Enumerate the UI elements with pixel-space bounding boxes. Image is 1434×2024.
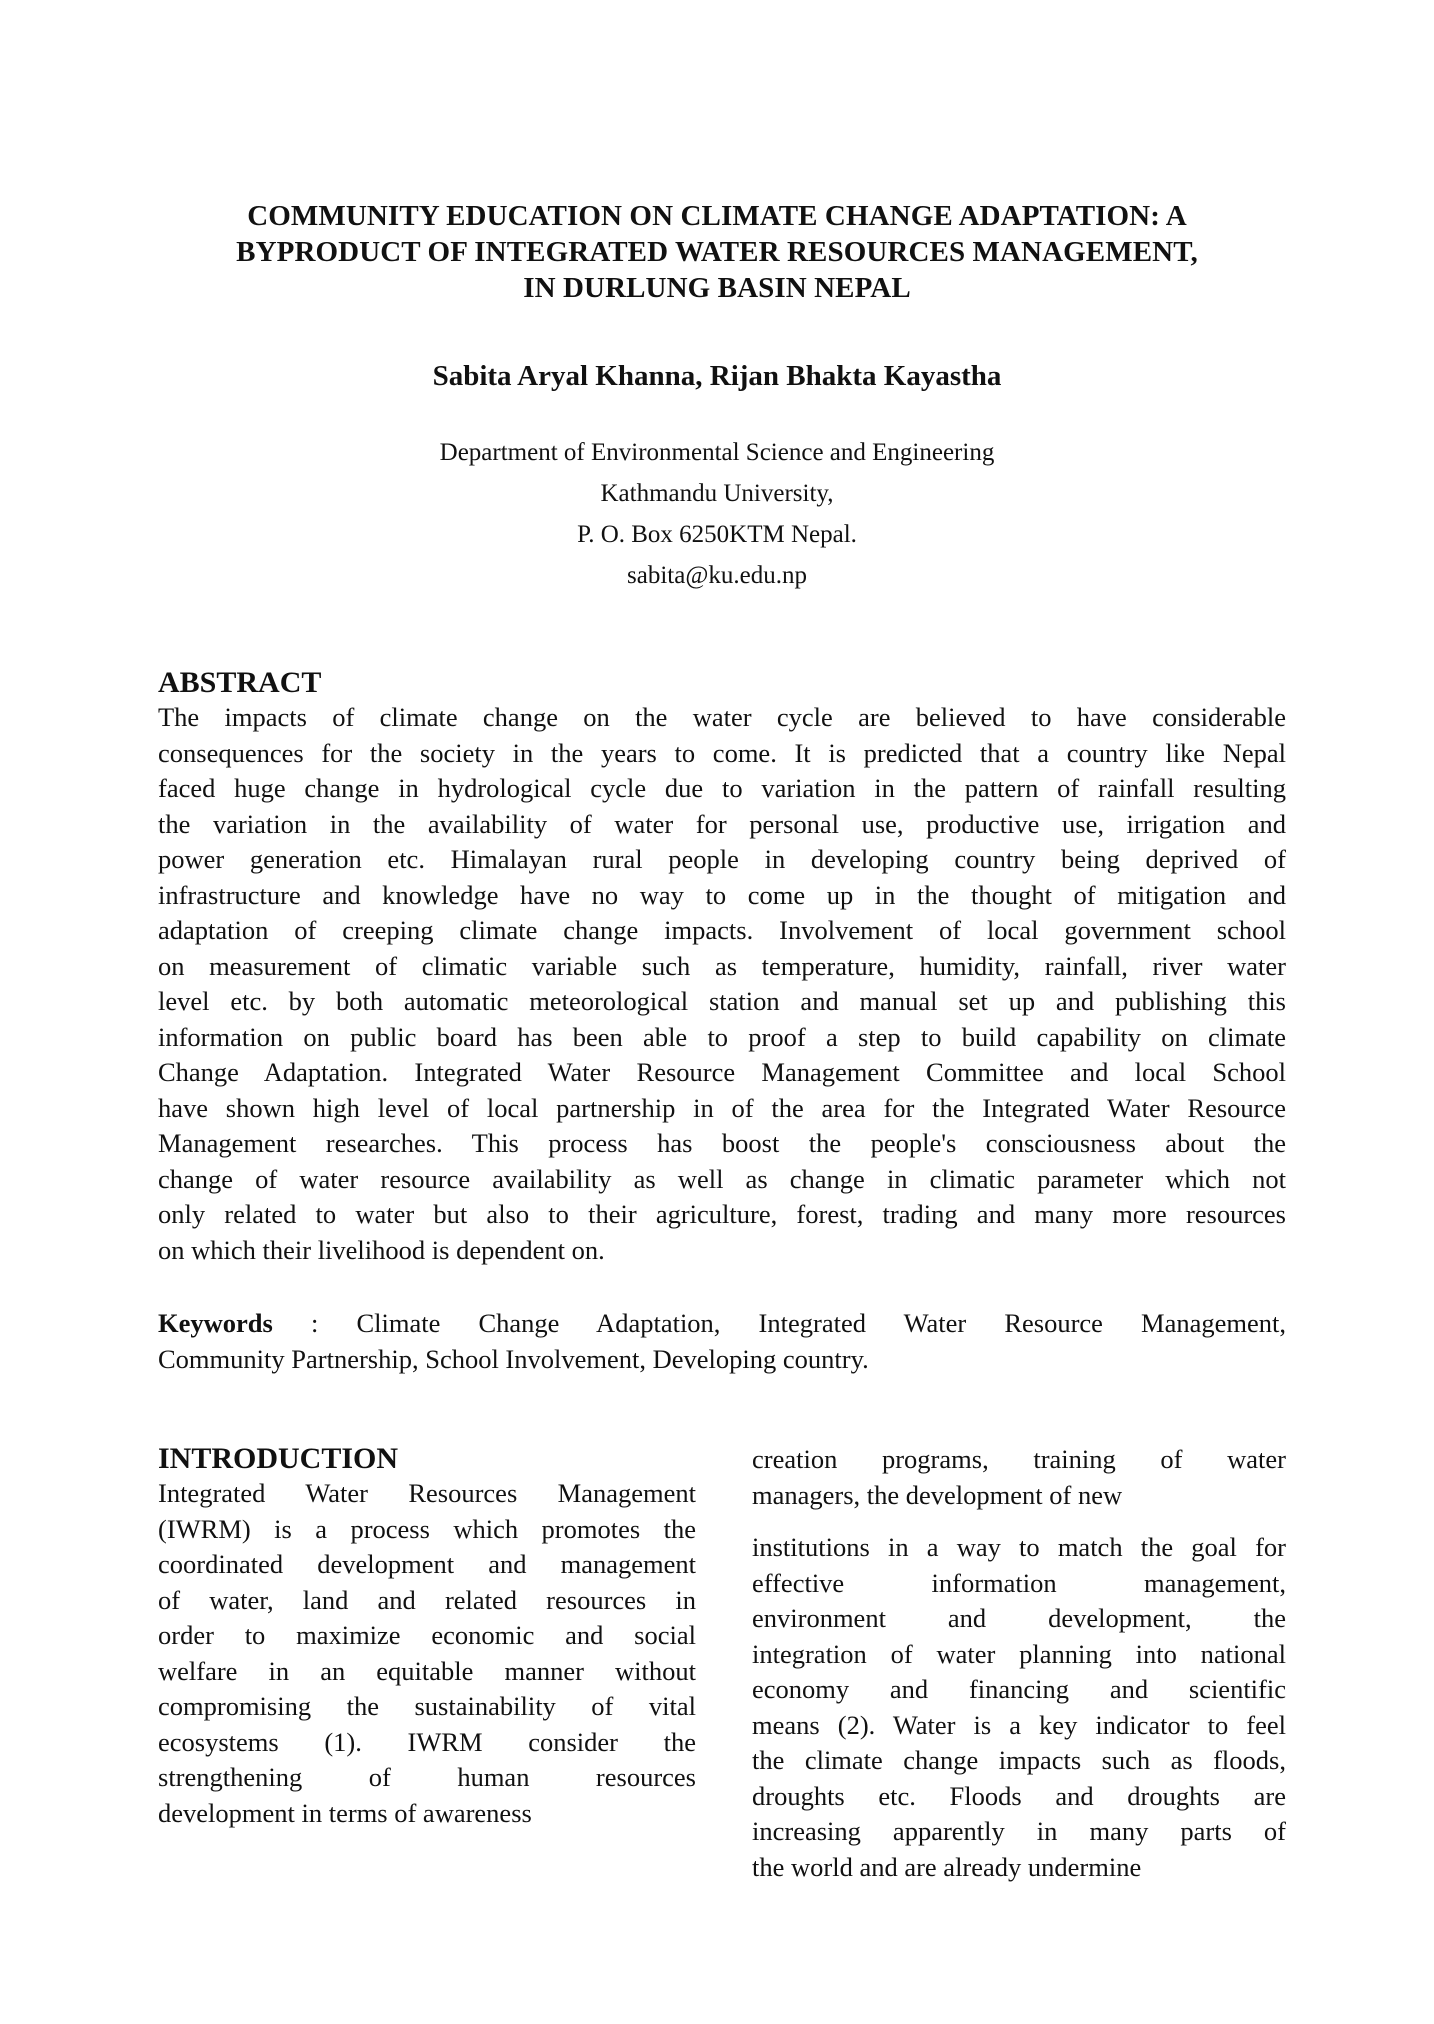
keywords-line-1 — [158, 1306, 1286, 1342]
intro-line: managers, the development of new — [752, 1479, 1123, 1510]
abstract-line: infrastructure and knowledge have no way to come up in the thought of mitigation and — [158, 879, 1286, 910]
intro-line: effective information management, — [752, 1567, 1286, 1598]
intro-line: strengthening of human resources — [158, 1762, 696, 1792]
intro-line: order to maximize economic and social — [158, 1620, 696, 1650]
keywords-text: Climate Change Adaptation, Integrated Water Resource Management, — [356, 1308, 1286, 1338]
intro-line: increasing apparently in many parts of — [752, 1816, 1286, 1846]
abstract-line: power generation etc. Himalayan rural people in developing country being deprived of — [158, 844, 1286, 874]
introduction-right-column — [752, 1442, 1286, 1885]
intro-line: economy and financing and scientific — [752, 1674, 1286, 1704]
abstract-line: on measurement of climatic variable such as temperature, humidity, rainfall, river water — [158, 950, 1286, 981]
intro-line: ecosystems (1). IWRM consider the — [158, 1726, 696, 1757]
intro-line: (IWRM) is a process which promotes the — [158, 1513, 696, 1544]
abstract-line: Change Adaptation. Integrated Water Resource Management Committee and local School — [158, 1057, 1286, 1087]
abstract-line: faced huge change in hydrological cycle due to variation in the pattern of rainfall resulting — [158, 773, 1286, 803]
intro-line: means (2). Water is a key indicator to feel — [752, 1709, 1286, 1740]
intro-line: environment and development, the — [752, 1603, 1286, 1633]
author-email: sabita@ku.edu.np — [627, 562, 807, 589]
intro-line: creation programs, training of water — [752, 1444, 1286, 1474]
keywords-separator: : — [272, 1308, 357, 1338]
title-line: BYPRODUCT OF INTEGRATED WATER RESOURCES MANAGEMENT, — [236, 236, 1198, 268]
abstract-line: on which their livelihood is dependent on. — [158, 1234, 605, 1265]
intro-right-paragraph-2 — [752, 1530, 1286, 1885]
abstract-line: only related to water but also to their agriculture, forest, trading and many more resources — [158, 1199, 1286, 1229]
introduction-heading: INTRODUCTION — [158, 1442, 399, 1475]
affiliation-university: Kathmandu University, — [600, 480, 834, 507]
intro-line: coordinated development and management — [158, 1549, 696, 1579]
intro-line: integration of water planning into national — [752, 1638, 1286, 1669]
intro-line: the world and are already undermine — [752, 1851, 1142, 1882]
intro-line: droughts etc. Floods and droughts are — [752, 1780, 1286, 1811]
intro-line: the climate change impacts such as floods, — [752, 1745, 1286, 1775]
abstract-line: Management researches. This process has boost the people's consciousness about the — [158, 1128, 1286, 1158]
abstract-line: information on public board has been able to proof a step to build capability on climate — [158, 1021, 1286, 1052]
affiliation-department: Department of Environmental Science and Engineering — [439, 439, 995, 466]
intro-line: compromising the sustainability of vital — [158, 1691, 696, 1721]
keywords-line-2: Community Partnership, School Involvement, Developing country. — [158, 1343, 869, 1374]
intro-right-paragraph-1 — [752, 1442, 1286, 1513]
paper-authors: Sabita Aryal Khanna, Rijan Bhakta Kayastha — [432, 360, 1002, 392]
intro-line: welfare in an equitable manner without — [158, 1655, 696, 1686]
keywords-section — [158, 1306, 1286, 1377]
intro-line: Integrated Water Resources Management — [158, 1478, 696, 1508]
abstract-line: have shown high level of local partnership in of the area for the Integrated Water Resource — [158, 1092, 1286, 1123]
title-line: COMMUNITY EDUCATION ON CLIMATE CHANGE ADAPTATION: A — [247, 200, 1187, 232]
abstract-body — [158, 700, 1286, 1268]
abstract-line: the variation in the availability of water for personal use, productive use, irrigation and — [158, 808, 1286, 839]
author-affiliation — [150, 432, 1284, 596]
abstract-line: consequences for the society in the years to come. It is predicted that a country like Nepal — [158, 737, 1286, 768]
intro-line: of water, land and related resources in — [158, 1584, 696, 1615]
abstract-line: level etc. by both automatic meteorological station and manual set up and publishing this — [158, 986, 1286, 1016]
intro-line: institutions in a way to match the goal for — [752, 1532, 1286, 1562]
title-line: IN DURLUNG BASIN NEPAL — [523, 272, 911, 304]
intro-line: development in terms of awareness — [158, 1797, 532, 1828]
introduction-left-column — [158, 1442, 696, 1831]
abstract-line: The impacts of climate change on the water cycle are believed to have considerable — [158, 702, 1286, 732]
abstract-line: change of water resource availability as well as change in climatic parameter which not — [158, 1163, 1286, 1194]
introduction-left-body — [158, 1476, 696, 1831]
abstract-heading: ABSTRACT — [158, 666, 322, 699]
abstract-section — [158, 666, 1286, 1268]
keywords-label: Keywords — [158, 1308, 273, 1338]
abstract-line: adaptation of creeping climate change impacts. Involvement of local government school — [158, 915, 1286, 945]
affiliation-address: P. O. Box 6250KTM Nepal. — [577, 521, 857, 548]
paper-title — [150, 198, 1284, 306]
